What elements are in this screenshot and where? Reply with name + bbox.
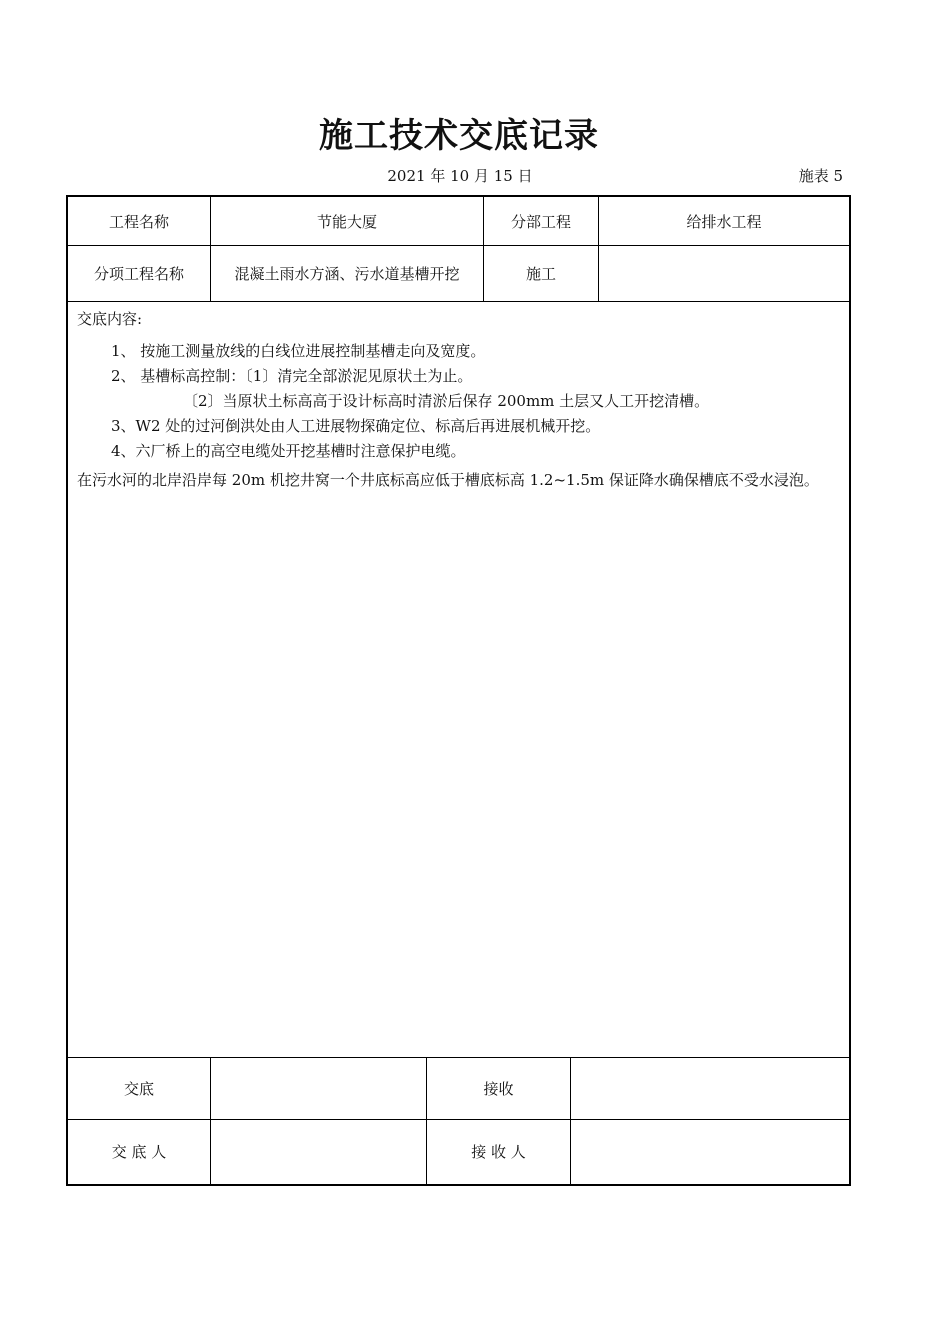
content-heading: 交底内容: [77, 310, 143, 328]
content-line: 1、 按施工测量放线的白线位进展控制基槽走向及宽度。 [111, 342, 486, 360]
content-line: 3、W2 处的过河倒洪处由人工进展物探确定位、标高后再进展机械开挖。 [111, 417, 601, 435]
handover-row [68, 1058, 849, 1120]
receive-person-label: 接 收 人 [427, 1119, 571, 1184]
record-sheet [66, 195, 851, 1186]
handover-person-label: 交 底 人 [68, 1119, 211, 1184]
subitem-row [68, 245, 849, 302]
handover-value[interactable] [211, 1058, 427, 1119]
construction-value[interactable] [599, 245, 849, 301]
handover-person-signature[interactable] [211, 1119, 427, 1184]
subitem-name-label: 分项工程名称 [68, 245, 211, 301]
subitem-name-value[interactable]: 混凝土雨水方涵、污水道基槽开挖 [211, 245, 484, 301]
receive-person-signature[interactable] [571, 1119, 849, 1184]
project-name-label: 工程名称 [68, 197, 211, 245]
content-line: 〔2〕当原状土标高高于设计标高时清淤后保存 200mm 土层又人工开挖清槽。 [183, 392, 710, 410]
handover-content[interactable] [68, 301, 849, 1058]
handover-label: 交底 [68, 1058, 211, 1119]
document-title: 施工技术交底记录 [319, 116, 599, 156]
form-number: 施表 5 [798, 167, 843, 185]
division-label: 分部工程 [484, 197, 599, 245]
project-row [68, 197, 849, 246]
content-note: 在污水河的北岸沿岸每 20m 机挖井窝一个井底标高应低于槽底标高 1.2~1.5m 保证降水确保槽底不受水浸泡。 [77, 471, 819, 489]
receive-label: 接收 [427, 1058, 571, 1119]
content-line: 4、六厂桥上的高空电缆处开挖基槽时注意保护电缆。 [111, 442, 466, 460]
division-value[interactable]: 给排水工程 [686, 212, 762, 231]
receive-value[interactable] [571, 1058, 849, 1119]
signature-row [68, 1119, 849, 1184]
construction-label: 施工 [484, 245, 599, 301]
project-name-value[interactable]: 节能大厦 [211, 197, 484, 245]
content-line: 2、 基槽标高控制：〔1〕清完全部淤泥见原状土为止。 [111, 367, 473, 385]
document-date: 2021 年 10 月 15 日 [387, 167, 533, 185]
